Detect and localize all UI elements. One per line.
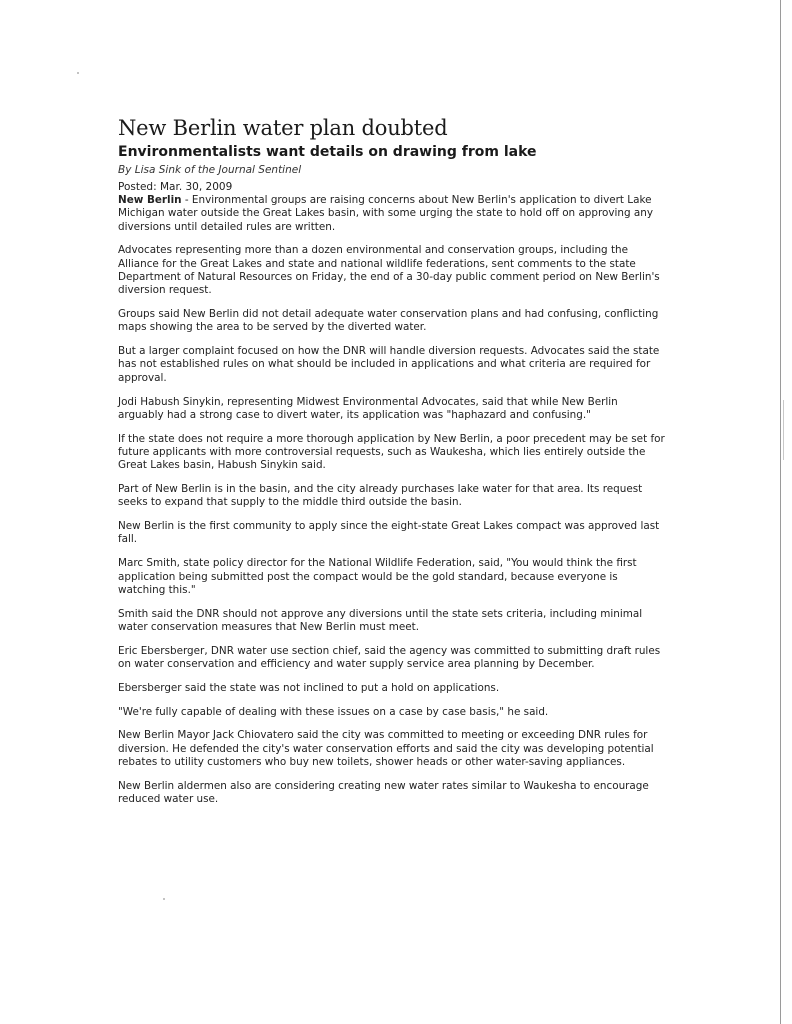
article-dateline: New Berlin [118,194,182,206]
article-paragraph: Groups said New Berlin did not detail adequate water conservation plans and had confusing, conflicting maps showing the area to be served by the diverted water. [118,308,659,334]
article-paragraph: Marc Smith, state policy director for the National Wildlife Federation, said, "You would think the first application being submitted post the compact would be the gold standard, because everyone is watching this." [118,557,637,596]
scan-edge-line [780,0,781,1024]
article-paragraph: Advocates representing more than a dozen environmental and conservation groups, including the Alliance for the Great Lakes and state and national wildlife federations, sent comments to the state Department of Natural Resources on Friday, the end of a 30-day public comment period on New Berlin's diversion request. [118,244,660,297]
article-paragraph: New Berlin is the first community to apply since the eight-state Great Lakes compact was approved last fall. [118,520,660,546]
article [118,114,666,817]
article-paragraph: Eric Ebersberger, DNR water use section chief, said the agency was committed to submitting draft rules on water conservation and efficiency and water supply service area planning by December. [118,644,661,671]
article-paragraph: Part of New Berlin is in the basin, and the city already purchases lake water for that area. Its request seeks to expand that supply to the middle third outside the basin. [118,483,643,509]
scan-speck [77,72,79,74]
article-lead-text: - Environmental groups are raising concerns about New Berlin's application to divert Lake Michigan water outside the Great Lakes basin, with some urging the state to hold off on approving any diversions until detailed rules are written. [118,194,654,233]
article-subheadline: Environmentalists want details on drawing from lake [118,144,537,160]
scan-edge-mark [783,400,784,460]
article-paragraph: But a larger complaint focused on how the DNR will handle diversion requests. Advocates said the state has not established rules on what should be included in applications and what criteria are required for approval. [118,345,660,384]
article-paragraph: Jodi Habush Sinykin, representing Midwest Environmental Advocates, said that while New Berlin arguably had a strong case to divert water, its application was "haphazard and confusing." [118,395,618,421]
article-byline: By Lisa Sink of the Journal Sentinel [118,164,302,176]
article-paragraph: Ebersberger said the state was not inclined to put a hold on applications. [118,681,500,694]
article-paragraph: New Berlin aldermen also are considering creating new water rates similar to Waukesha to encourage reduced water use. [118,779,649,806]
article-paragraph: New Berlin Mayor Jack Chiovatero said the city was committed to meeting or exceeding DNR rules for diversion. He defended the city's water conservation efforts and said the city was developing potential rebates to utility customers who buy new toilets, shower heads or other water-saving appliances. [118,729,654,768]
article-lead-paragraph [118,194,666,234]
article-paragraph: "We're fully capable of dealing with these issues on a case by case basis," he said. [118,705,549,718]
article-paragraph: If the state does not require a more thorough application by New Berlin, a poor precedent may be set for future applicants with more controversial requests, such as Waukesha, which lies entirely outside the Great Lakes basin, Habush Sinykin said. [118,432,665,472]
article-posted-date: Posted: Mar. 30, 2009 [118,181,233,193]
scan-speck [163,898,165,900]
article-paragraph: Smith said the DNR should not approve any diversions until the state sets criteria, including minimal water conservation measures that New Berlin must meet. [118,607,643,633]
article-headline: New Berlin water plan doubted [118,116,448,140]
